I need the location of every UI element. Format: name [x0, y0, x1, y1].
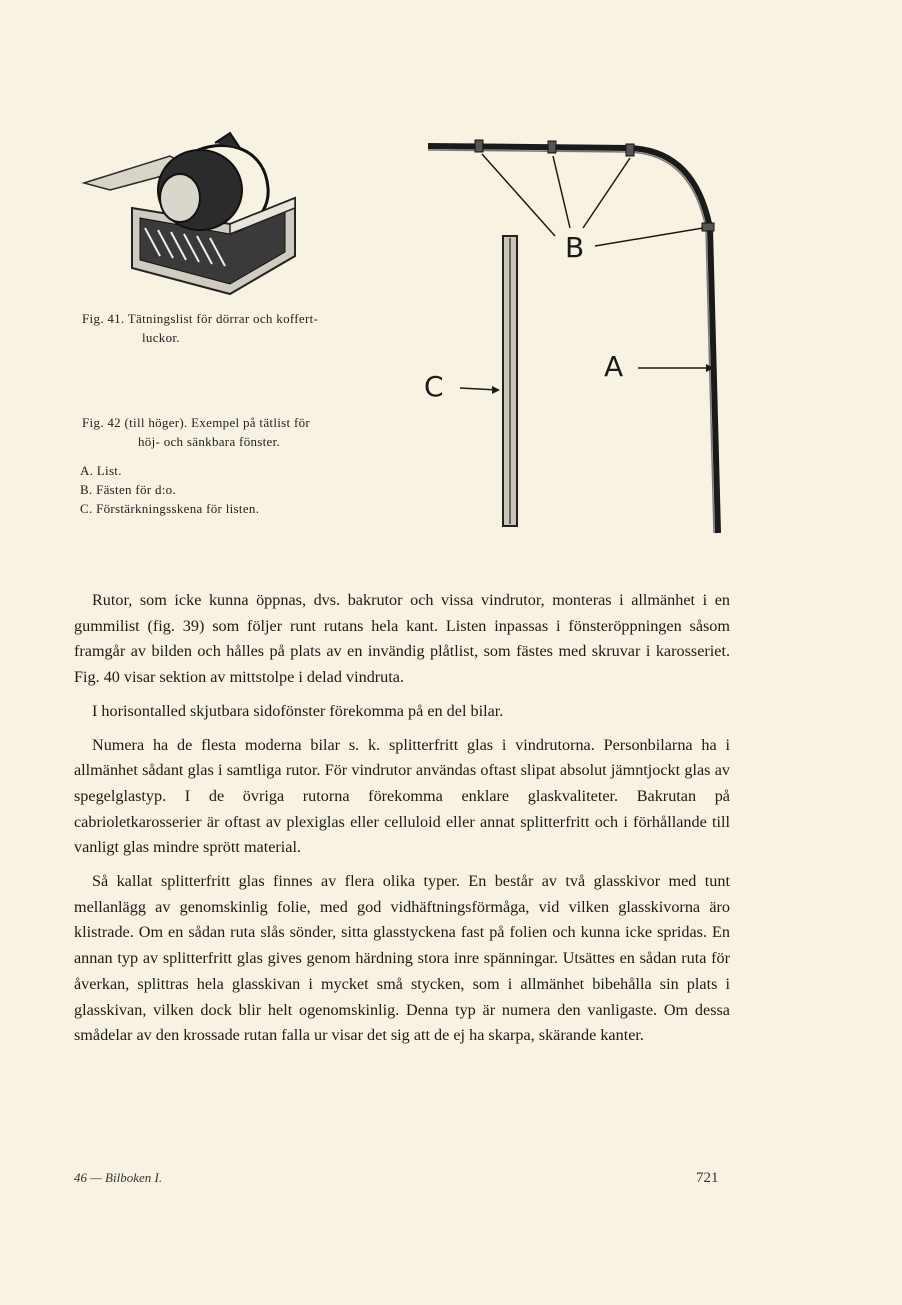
footer-signature: 46 — Bilboken I. [74, 1170, 163, 1185]
seal-strip-a [428, 146, 718, 533]
legend-item-c: C. Förstärkningsskena för listen. [80, 501, 260, 516]
page-number: 721 [696, 1170, 719, 1186]
paragraph: Numera ha de flesta moderna bilar s. k. splitterfritt glas i vindrutorna. Personbilarna ha i allmänhet sådant glas i samtliga rutor. För vindrutor användas oftast slipat absolut jämntjockt glas av spegelglastyp. I de övriga rutorna förekomma enklare glaskvaliteter. Bakrutan på cabrioletkarosserier är oftast av plexiglas eller celluloid eller annat splitterfritt och i förhållande till vanligt glas mindre sprött material. [74, 735, 730, 857]
legend-item-b: B. Fästen för d:o. [80, 482, 177, 497]
body-text [74, 588, 730, 1057]
fastener-b-1 [475, 140, 483, 152]
fig41-seal-profile-illustration [80, 128, 310, 303]
figure-label-a: A [604, 350, 624, 383]
fig41-caption-line1: Fig. 41. Tätningslist för dörrar och koffert- [82, 311, 319, 326]
fig42-legend [80, 461, 380, 518]
figure-label-b: B [565, 231, 585, 264]
fig41-caption [82, 309, 402, 347]
paragraph: Så kallat splitterfritt glas finnes av flera olika typer. En består av två glasskivor med tunt mellanlägg av genomskinlig folie, med god vidhäftningsförmåga, vid vilken glasskivorna äro klistrade. Om en sådan ruta slås sönder, sitta glasstyckena fast på folien och kunna icke spridas. En annan typ av splitterfritt glas gives genom härdning stora inre spänningar. Utsättes en sådan ruta för åverkan, splittras hela glasskivan i mycket små stycken, som i allmänhet bibehålla sin plats i glasskivan, vilken dock blir helt ogenomskinlig. Denna typ är numera den vanligaste. Om dessa smådelar av den krossade rutan falla ur visar det sig att de ej ha skarpa, skärande kanter. [74, 872, 730, 1045]
fastener-b-4 [702, 223, 714, 231]
fig42-window-seal-diagram [420, 128, 740, 538]
fig42-caption-line1: Fig. 42 (till höger). Exempel på tätlist för [82, 415, 311, 430]
figure-label-c: C [424, 370, 444, 403]
legend-item-a: A. List. [80, 463, 122, 478]
fig42-caption-line2: höj- och sänkbara fönster. [138, 434, 281, 449]
fastener-b-2 [548, 141, 556, 153]
fastener-b-3 [626, 144, 634, 156]
paragraph: Rutor, som icke kunna öppnas, dvs. bakrutor och vissa vindrutor, monteras i allmänhet i en gummilist (fig. 39) som följer runt rutans hela kant. Listen inpassas i fönsteröppningen såsom framgår av bilden och hålles på plats av en invändig plåtlist, som fästes med skruvar i karosseriet. Fig. 40 visar sektion av mittstolpe i delad vindruta. [74, 591, 730, 687]
fig41-caption-line2: luckor. [142, 330, 180, 345]
fig42-caption [82, 413, 402, 451]
paragraph: I horisontalled skjutbara sidofönster förekomma på en del bilar. [92, 701, 504, 720]
